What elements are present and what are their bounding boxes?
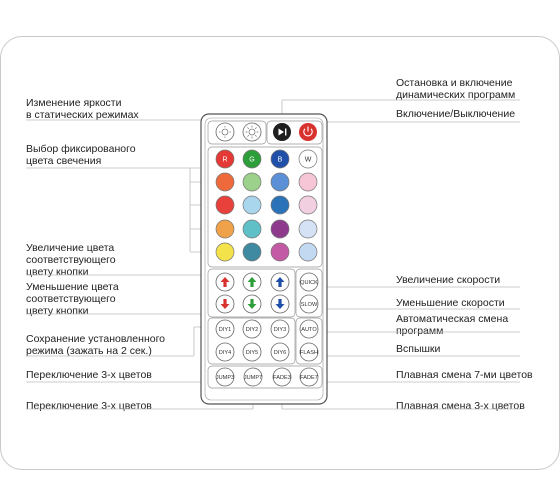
label-flash: Вспышки xyxy=(396,343,441,355)
label-switch3-a: Переключение 3-х цветов xyxy=(26,369,152,381)
auto-button[interactable] xyxy=(300,320,318,338)
svg-text:DIY2: DIY2 xyxy=(245,327,259,333)
svg-text:DIY6: DIY6 xyxy=(273,350,287,356)
increase-color-2-button[interactable] xyxy=(243,273,261,291)
decrease-color-1-button[interactable] xyxy=(216,295,234,313)
svg-text:FADE3: FADE3 xyxy=(273,375,291,381)
svg-text:DIY3: DIY3 xyxy=(273,327,287,333)
color-button-r2-c4[interactable] xyxy=(299,173,317,191)
diy6-button[interactable] xyxy=(271,343,289,361)
color-letter-b: B xyxy=(277,156,283,164)
color-button-r1-c4[interactable] xyxy=(299,150,317,168)
label-speed-up: Увеличение скорости xyxy=(396,274,501,286)
flash-button[interactable] xyxy=(300,343,318,361)
brightness-up-button[interactable] xyxy=(243,123,261,141)
decrease-color-3-button[interactable] xyxy=(271,295,289,313)
label-auto: Автоматическая смена программ xyxy=(396,313,509,337)
label-fade7: Плавная смена 7-ми цветов xyxy=(396,369,533,381)
svg-text:DIY1: DIY1 xyxy=(218,327,232,333)
color-button-r1-c2[interactable] xyxy=(243,150,261,168)
color-letter-w: W xyxy=(304,156,312,164)
svg-text:JUMP7: JUMP7 xyxy=(243,375,263,381)
label-fade3: Плавная смена 3-х цветов xyxy=(396,400,525,412)
color-button-r4-c3[interactable] xyxy=(271,220,289,238)
brightness-down-button[interactable] xyxy=(216,123,234,141)
color-button-r4-c2[interactable] xyxy=(243,220,261,238)
diy5-button[interactable] xyxy=(243,343,261,361)
diy2-button[interactable] xyxy=(243,320,261,338)
label-pause: Остановка и включение динамических программ xyxy=(396,77,516,101)
color-button-r2-c1[interactable] xyxy=(216,173,234,191)
svg-text:AUTO: AUTO xyxy=(301,327,317,333)
color-button-r2-c3[interactable] xyxy=(271,173,289,191)
color-button-r4-c4[interactable] xyxy=(299,220,317,238)
color-button-r5-c2[interactable] xyxy=(243,243,261,261)
color-button-r2-c2[interactable] xyxy=(243,173,261,191)
svg-text:FADE7: FADE7 xyxy=(300,375,318,381)
increase-color-1-button[interactable] xyxy=(216,273,234,291)
label-increase-color: Увеличение цвета соответствующего цвету кнопки xyxy=(26,242,116,278)
color-button-r5-c4[interactable] xyxy=(299,243,317,261)
diy3-button[interactable] xyxy=(271,320,289,338)
color-button-r1-c1[interactable] xyxy=(216,150,234,168)
svg-text:FLASH: FLASH xyxy=(299,350,319,356)
fade3-button[interactable] xyxy=(273,368,291,386)
power-button[interactable] xyxy=(299,123,317,141)
jump3-button[interactable] xyxy=(216,368,234,386)
label-brightness: Изменение яркости в статических режимах xyxy=(26,97,139,121)
increase-color-3-button[interactable] xyxy=(271,273,289,291)
color-button-r3-c1[interactable] xyxy=(216,196,234,214)
slow-button[interactable] xyxy=(300,295,318,313)
color-letter-g: G xyxy=(249,156,255,164)
decrease-color-2-button[interactable] xyxy=(243,295,261,313)
diy1-button[interactable] xyxy=(216,320,234,338)
svg-text:DIY4: DIY4 xyxy=(218,350,232,356)
play-pause-button[interactable] xyxy=(273,123,291,141)
color-button-r1-c3[interactable] xyxy=(271,150,289,168)
color-button-r5-c1[interactable] xyxy=(216,243,234,261)
svg-text:DIY5: DIY5 xyxy=(245,350,259,356)
label-power: Включение/Выключение xyxy=(396,108,516,120)
label-decrease-color: Уменьшение цвета соответствующего цвету кнопки xyxy=(26,281,119,317)
quick-button[interactable] xyxy=(300,273,318,291)
svg-text:JUMP3: JUMP3 xyxy=(215,375,235,381)
fade7-button[interactable] xyxy=(300,368,318,386)
color-button-r3-c4[interactable] xyxy=(299,196,317,214)
color-button-r5-c3[interactable] xyxy=(271,243,289,261)
label-switch3-b: Переключение 3-х цветов xyxy=(26,400,152,412)
color-button-r3-c3[interactable] xyxy=(271,196,289,214)
jump7-button[interactable] xyxy=(244,368,262,386)
color-button-r3-c2[interactable] xyxy=(243,196,261,214)
label-save-mode: Сохранение установленного режима (зажать на 2 сек.) xyxy=(26,333,166,357)
color-button-r4-c1[interactable] xyxy=(216,220,234,238)
label-speed-down: Уменьшение скорости xyxy=(396,297,505,309)
diy4-button[interactable] xyxy=(216,343,234,361)
quick-label: QUICK xyxy=(300,280,318,286)
color-letter-r: R xyxy=(222,156,228,164)
label-fixed-color: Выбор фиксированого цвета свечения xyxy=(26,143,136,167)
slow-label: SLOW xyxy=(300,302,318,308)
